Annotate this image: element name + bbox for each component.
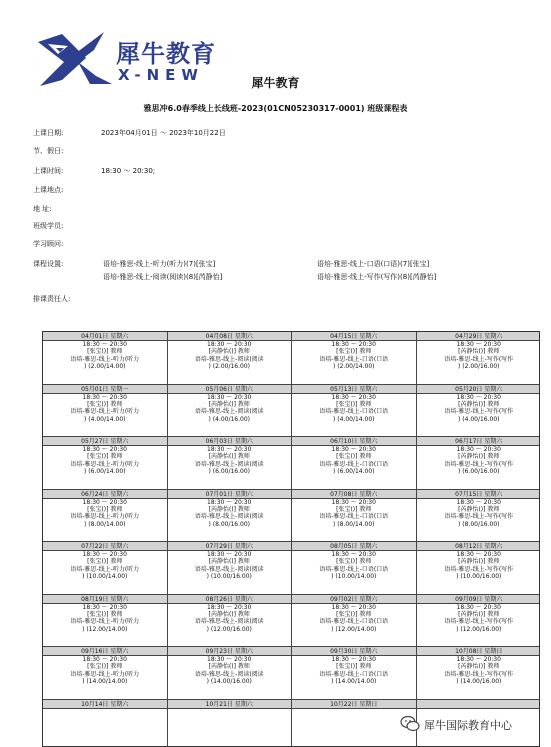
schedule-time: 18:30 ～ 20:30 xyxy=(331,446,376,453)
schedule-progress: ) (10.00/14.00) xyxy=(331,573,377,581)
schedule-date: 09月16日 星期六 xyxy=(43,647,167,656)
schedule-cell xyxy=(43,595,168,648)
schedule-time: 18:30 ～ 20:30 xyxy=(207,341,252,348)
logo-name-cn: 犀牛教育 xyxy=(116,40,216,68)
schedule-cell xyxy=(43,490,168,543)
schedule-course: 语培-雅思-线上-口语(口语 xyxy=(319,670,389,678)
schedule-date: 09月09日 星期六 xyxy=(417,595,541,604)
schedule-time: 18:30 ～ 20:30 xyxy=(456,446,501,453)
schedule-progress: ) (8.00/16.00) xyxy=(208,520,250,528)
schedule-course: 语培-雅思-线上-口语(口语 xyxy=(319,618,389,626)
schedule-teacher: [张宝()] 教师 xyxy=(336,400,372,408)
schedule-date: 07月08日 星期六 xyxy=(292,490,416,499)
schedule-course: 语培-雅思-线上-听力(听力 xyxy=(70,565,140,573)
schedule-teacher: [芮静怡()] 教师 xyxy=(208,558,250,566)
schedule-progress: ) (6.00/14.00) xyxy=(84,468,126,476)
schedule-date: 05月27日 星期六 xyxy=(43,437,167,446)
schedule-time: 18:30 ～ 20:30 xyxy=(82,656,127,663)
schedule-progress: ) (6.00/16.00) xyxy=(458,468,500,476)
schedule-teacher: [张宝()] 教师 xyxy=(87,505,123,513)
schedule-cell xyxy=(168,647,293,700)
schedule-progress: ) (2.00/14.00) xyxy=(333,363,375,371)
schedule-course: 语培-雅思-线上-口语(口语 xyxy=(319,408,389,416)
org-name: 犀牛教育 xyxy=(251,76,300,90)
schedule-progress: ) (4.00/16.00) xyxy=(458,415,500,423)
schedule-teacher: [芮静怡()] 教师 xyxy=(458,453,500,461)
info-value: 18:30 ～ 20:30; xyxy=(101,167,156,175)
schedule-cell xyxy=(43,332,168,385)
schedule-course: 语培-雅思-线上-写作(写作 xyxy=(444,618,514,626)
schedule-course: 语培-雅思-线上-写作(写作 xyxy=(444,355,514,363)
schedule-time: 18:30 ～ 20:30 xyxy=(456,393,501,401)
responsible-person xyxy=(33,295,101,304)
schedule-teacher: [张宝()] 教师 xyxy=(336,610,372,618)
info-value: 2023年04月01日 ～ 2023年10月22日 xyxy=(101,129,226,137)
info-row xyxy=(33,167,155,176)
schedule-date: 05月01日 星期一 xyxy=(43,385,167,394)
schedule-progress: ) (8.00/14.00) xyxy=(333,520,375,528)
schedule-progress: ) (8.00/14.00) xyxy=(84,520,126,528)
schedule-cell xyxy=(292,437,417,490)
schedule-cell xyxy=(43,647,168,700)
schedule-cell xyxy=(168,437,293,490)
schedule-time: 18:30 ～ 20:30 xyxy=(331,656,376,663)
schedule-course: 语培-雅思-线上-阅读(阅读 xyxy=(194,513,264,521)
schedule-time: 18:30 ～ 20:30 xyxy=(207,603,252,611)
schedule-progress: ) (4.00/16.00) xyxy=(208,415,250,423)
schedule-course: 语培-雅思-线上-口语(口语 xyxy=(319,355,389,363)
schedule-teacher: [张宝()] 教师 xyxy=(87,453,123,461)
schedule-teacher: [张宝()] 教师 xyxy=(336,558,372,566)
schedule-course: 语培-雅思-线上-写作(写作 xyxy=(444,408,514,416)
schedule-cell xyxy=(292,595,417,648)
info-label: 节、假日: xyxy=(33,147,64,155)
course-item: 语培-雅思-线上-口语(口语)(7)[张宝] xyxy=(317,260,430,268)
schedule-progress: ) (6.00/16.00) xyxy=(208,468,250,476)
info-row xyxy=(33,147,101,156)
schedule-progress: ) (2.00/16.00) xyxy=(208,363,250,371)
info-row xyxy=(33,205,101,214)
info-label: 上课时间: xyxy=(33,167,64,175)
schedule-cell xyxy=(43,385,168,438)
schedule-time: 18:30 ～ 20:30 xyxy=(207,551,252,558)
course-item: 语培-雅思-线上-写作(写作)(8)[芮静怡] xyxy=(317,273,437,281)
schedule-teacher: [芮静怡()] 教师 xyxy=(208,453,250,461)
schedule-time: 18:30 ～ 20:30 xyxy=(456,498,501,506)
schedule-cell xyxy=(417,490,541,543)
info-label: 上课地点: xyxy=(33,186,64,194)
schedule-teacher: [芮静怡()] 教师 xyxy=(208,663,250,671)
schedule-course: 语培-雅思-线上-听力(听力 xyxy=(70,618,140,626)
course-item: 语培-雅思-线上-阅读(阅读)(8)[芮静怡] xyxy=(103,273,223,281)
wechat-icon xyxy=(400,715,420,733)
schedule-teacher: [芮静怡()] 教师 xyxy=(458,663,500,671)
schedule-date: 07月29日 星期六 xyxy=(168,542,292,551)
schedule-teacher: [张宝()] 教师 xyxy=(336,453,372,461)
schedule-cell xyxy=(417,647,541,700)
schedule-teacher: [张宝()] 教师 xyxy=(87,348,123,356)
schedule-date: 09月30日 星期六 xyxy=(292,647,416,656)
schedule-date: 05月13日 星期六 xyxy=(292,385,416,394)
info-row xyxy=(33,129,226,138)
schedule-course: 语培-雅思-线上-听力(听力 xyxy=(70,513,140,521)
schedule-date: 08月12日 星期六 xyxy=(417,542,541,551)
schedule-progress: ) (12.00/16.00) xyxy=(456,625,502,633)
schedule-cell xyxy=(417,595,541,648)
info-label: 上课日期: xyxy=(33,129,64,137)
schedule-course: 语培-雅思-线上-写作(写作 xyxy=(444,565,514,573)
schedule-course: 语培-雅思-线上-听力(听力 xyxy=(70,460,140,468)
schedule-time: 18:30 ～ 20:30 xyxy=(207,656,252,663)
schedule-time: 18:30 ～ 20:30 xyxy=(456,603,501,611)
schedule-time: 18:30 ～ 20:30 xyxy=(456,551,501,558)
document-title: 雅思冲6.0春季线上长线班-2023(01CN05230317-0001) 班级课程表 xyxy=(143,104,408,113)
schedule-time: 18:30 ～ 20:30 xyxy=(331,551,376,558)
info-label: 学习顾问: xyxy=(33,240,64,248)
schedule-course: 语培-雅思-线上-阅读(阅读 xyxy=(194,355,264,363)
schedule-teacher: [芮静怡()] 教师 xyxy=(458,558,500,566)
course-item: 语培-雅思-线上-听力(听力)(7)[张宝] xyxy=(103,260,216,268)
schedule-time: 18:30 ～ 20:30 xyxy=(331,498,376,506)
info-row xyxy=(33,222,101,231)
schedule-date: 04月01日 星期六 xyxy=(43,332,167,341)
schedule-progress: ) (14.00/14.00) xyxy=(331,678,377,686)
schedule-course: 语培-雅思-线上-阅读(阅读 xyxy=(194,565,264,573)
schedule-time: 18:30 ～ 20:30 xyxy=(207,393,252,401)
schedule-cell xyxy=(417,542,541,595)
schedule-teacher: [张宝()] 教师 xyxy=(87,400,123,408)
schedule-date: 08月19日 星期六 xyxy=(43,595,167,604)
schedule-teacher: [芮静怡()] 教师 xyxy=(208,348,250,356)
schedule-date: 10月08日 星期日 xyxy=(417,647,541,656)
schedule-time: 18:30 ～ 20:30 xyxy=(82,393,127,401)
schedule-time: 18:30 ～ 20:30 xyxy=(207,446,252,453)
wechat-watermark xyxy=(396,708,546,742)
schedule-teacher: [芮静怡()] 教师 xyxy=(208,400,250,408)
schedule-table xyxy=(42,331,540,747)
schedule-date: 05月20日 星期六 xyxy=(417,385,541,394)
schedule-cell xyxy=(168,385,293,438)
schedule-teacher: [芮静怡()] 教师 xyxy=(458,348,500,356)
schedule-progress: ) (10.00/14.00) xyxy=(82,573,128,581)
schedule-progress: ) (10.00/16.00) xyxy=(206,573,252,581)
schedule-progress: ) (14.00/16.00) xyxy=(456,678,502,686)
schedule-time: 18:30 ～ 20:30 xyxy=(82,603,127,611)
schedule-time: 18:30 ～ 20:30 xyxy=(82,551,127,558)
schedule-cell xyxy=(417,332,541,385)
schedule-time: 18:30 ～ 20:30 xyxy=(456,341,501,348)
schedule-progress: ) (2.00/16.00) xyxy=(458,363,500,371)
schedule-course: 语培-雅思-线上-口语(口语 xyxy=(319,460,389,468)
schedule-date: 10月22日 星期日 xyxy=(292,700,416,709)
info-label: 地 址: xyxy=(33,205,52,213)
schedule-date: 06月10日 星期六 xyxy=(292,437,416,446)
schedule-course: 语培-雅思-线上-听力(听力 xyxy=(70,355,140,363)
schedule-time: 18:30 ～ 20:30 xyxy=(82,446,127,453)
schedule-progress: ) (12.00/14.00) xyxy=(331,625,377,633)
schedule-course: 语培-雅思-线上-阅读(阅读 xyxy=(194,460,264,468)
schedule-progress: ) (12.00/16.00) xyxy=(206,625,252,633)
schedule-course: 语培-雅思-线上-听力(听力 xyxy=(70,408,140,416)
schedule-date: 09月02日 星期六 xyxy=(292,595,416,604)
schedule-time: 18:30 ～ 20:30 xyxy=(82,341,127,348)
schedule-date: 08月26日 星期六 xyxy=(168,595,292,604)
schedule-date: 09月23日 星期六 xyxy=(168,647,292,656)
schedule-time: 18:30 ～ 20:30 xyxy=(82,498,127,506)
schedule-cell xyxy=(417,385,541,438)
schedule-teacher: [芮静怡()] 教师 xyxy=(208,505,250,513)
schedule-progress: ) (10.00/16.00) xyxy=(456,573,502,581)
schedule-date: 04月29日 星期六 xyxy=(417,332,541,341)
schedule-date: 07月01日 星期六 xyxy=(168,490,292,499)
course-settings-label: 课程设置: xyxy=(33,260,64,268)
schedule-progress: ) (4.00/14.00) xyxy=(333,415,375,423)
schedule-teacher: [张宝()] 教师 xyxy=(87,558,123,566)
schedule-date: 10月14日 星期六 xyxy=(43,700,167,709)
schedule-cell xyxy=(292,385,417,438)
schedule-course: 语培-雅思-线上-口语(口语 xyxy=(319,513,389,521)
schedule-teacher: [芮静怡()] 教师 xyxy=(458,400,500,408)
schedule-course: 语培-雅思-线上-写作(写作 xyxy=(444,670,514,678)
schedule-date: 04月08日 星期六 xyxy=(168,332,292,341)
schedule-progress: ) (12.00/14.00) xyxy=(82,625,128,633)
schedule-teacher: [张宝()] 教师 xyxy=(336,348,372,356)
schedule-date: 08月05日 星期六 xyxy=(292,542,416,551)
schedule-date: 06月24日 星期六 xyxy=(43,490,167,499)
schedule-time: 18:30 ～ 20:30 xyxy=(331,603,376,611)
schedule-cell xyxy=(292,542,417,595)
schedule-date: 06月17日 星期六 xyxy=(417,437,541,446)
schedule-cell xyxy=(168,332,293,385)
info-label: 班级学员: xyxy=(33,222,64,230)
schedule-teacher: [芮静怡()] 教师 xyxy=(458,610,500,618)
schedule-progress: ) (4.00/14.00) xyxy=(84,415,126,423)
schedule-cell xyxy=(43,700,168,747)
schedule-date: 05月06日 星期六 xyxy=(168,385,292,394)
schedule-course: 语培-雅思-线上-写作(写作 xyxy=(444,460,514,468)
schedule-time: 18:30 ～ 20:30 xyxy=(331,341,376,348)
schedule-course: 语培-雅思-线上-口语(口语 xyxy=(319,565,389,573)
schedule-teacher: [张宝()] 教师 xyxy=(87,663,123,671)
schedule-date: 07月22日 星期六 xyxy=(43,542,167,551)
schedule-course: 语培-雅思-线上-听力(听力 xyxy=(70,670,140,678)
responsible-label: 排课责任人: xyxy=(33,295,71,303)
schedule-course: 语培-雅思-线上-阅读(阅读 xyxy=(194,670,264,678)
schedule-cell xyxy=(292,490,417,543)
schedule-date: 10月21日 星期六 xyxy=(168,700,292,709)
schedule-course: 语培-雅思-线上-阅读(阅读 xyxy=(194,408,264,416)
schedule-progress: ) (2.00/14.00) xyxy=(84,363,126,371)
schedule-teacher: [张宝()] 教师 xyxy=(336,505,372,513)
schedule-teacher: [芮静怡()] 教师 xyxy=(208,610,250,618)
schedule-teacher: [芮静怡()] 教师 xyxy=(458,505,500,513)
schedule-teacher: [张宝()] 教师 xyxy=(87,610,123,618)
info-row xyxy=(33,186,101,195)
schedule-cell xyxy=(168,595,293,648)
schedule-date: 07月15日 星期六 xyxy=(417,490,541,499)
schedule-cell xyxy=(168,700,293,747)
schedule-cell xyxy=(168,542,293,595)
schedule-cell xyxy=(417,437,541,490)
schedule-cell xyxy=(43,542,168,595)
logo-name-en: X-NEW xyxy=(118,66,204,84)
schedule-teacher: [张宝()] 教师 xyxy=(336,663,372,671)
info-row xyxy=(33,240,101,249)
schedule-progress: ) (14.00/14.00) xyxy=(82,678,128,686)
schedule-course: 语培-雅思-线上-阅读(阅读 xyxy=(194,618,264,626)
schedule-cell xyxy=(43,437,168,490)
schedule-progress: ) (8.00/16.00) xyxy=(458,520,500,528)
schedule-cell xyxy=(168,490,293,543)
schedule-cell xyxy=(292,332,417,385)
schedule-progress: ) (6.00/14.00) xyxy=(333,468,375,476)
schedule-progress: ) (14.00/16.00) xyxy=(206,678,252,686)
schedule-time: 18:30 ～ 20:30 xyxy=(331,393,376,401)
schedule-time: 18:30 ～ 20:30 xyxy=(456,656,501,663)
schedule-date: 04月15日 星期六 xyxy=(292,332,416,341)
watermark-text: 犀牛国际教育中心 xyxy=(424,719,512,732)
schedule-course: 语培-雅思-线上-写作(写作 xyxy=(444,513,514,521)
schedule-cell xyxy=(292,647,417,700)
schedule-time: 18:30 ～ 20:30 xyxy=(207,498,252,506)
schedule-date: 06月03日 星期六 xyxy=(168,437,292,446)
